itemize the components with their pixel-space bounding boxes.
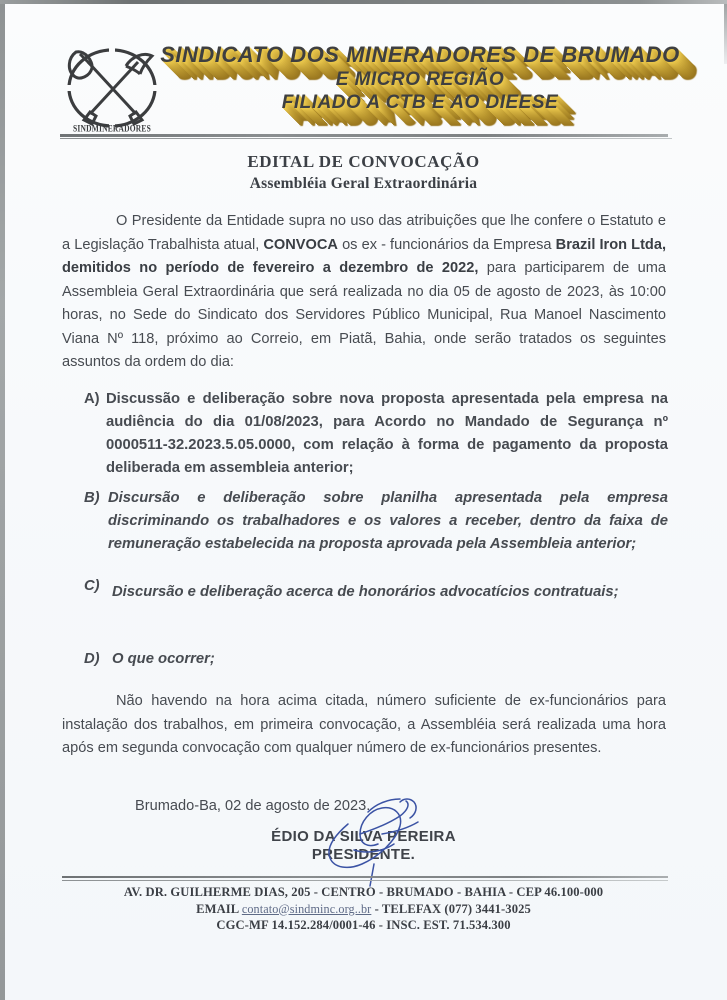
agenda-marker: A)	[84, 391, 100, 407]
agenda-item-a	[84, 388, 668, 480]
agenda-marker: C)	[84, 578, 100, 594]
header-divider	[60, 134, 668, 140]
agenda-item-d	[84, 648, 668, 671]
wordart-line-1: SINDICATO DOS MINERADORES DE BRUMADO	[160, 42, 680, 67]
plain-text: os ex - funcionários da Empresa	[337, 236, 556, 253]
footer-email-link[interactable]: contato@sindminc.org..br	[241, 901, 372, 916]
wordart-line-2: E MICRO REGIÃO	[335, 69, 505, 90]
closing-paragraph-text: Não havendo na hora acima citada, número suficiente de ex-funcionários para instalação dos trabalhos, em primeira convocação, a Assembléia será realizada uma hora após em segunda convocação com qualquer número de ex-funcionários presentes.	[62, 693, 666, 756]
signatory-name: ÉDIO DA SILVA PEREIRA	[271, 828, 456, 845]
agenda-marker: D)	[84, 651, 100, 667]
document-title-block	[0, 152, 727, 193]
agenda-text: O que ocorrer;	[112, 651, 215, 667]
emphasized-text: CONVOCA	[263, 236, 338, 253]
plain-text: para participarem de uma Assembleia Geral Extraordinária que será realizada no dia 05 de agosto de 2023, às 10:00 horas, no Sede do Sindicato dos Servidores Público Municipal, Rua Manoel Nascimento Viana Nº 118, próximo ao Correio, em Piatã, Bahia, onde serão tratados os seguintes assuntos da ordem do dia:	[62, 260, 667, 370]
agenda-text: Discussão e deliberação sobre nova proposta apresentada pela empresa na audiência do dia 01/08/2023, para Acordo no Mandado de Segurança nº 0000511-32.2023.5.05.0000, com relação à forma de pagamento da proposta deliberada em assembleia anterior;	[106, 391, 668, 476]
footer-telefax: - TELEFAX (077) 3441-3025	[371, 901, 531, 916]
intro-paragraph-text	[62, 213, 666, 370]
footer	[0, 884, 727, 934]
signatory-role: PRESIDENTE.	[311, 846, 416, 863]
organization-name-wordart	[150, 44, 690, 112]
footer-contact	[0, 901, 727, 918]
page-subtitle: Assembléia Geral Extraordinária	[249, 175, 478, 192]
wordart-line-3: FILIADO A CTB E AO DIEESE	[281, 92, 559, 113]
page-title: EDITAL DE CONVOCAÇÃO	[247, 152, 480, 171]
signature-date: Brumado-Ba, 02 de agosto de 2023.	[135, 798, 371, 814]
intro-paragraph	[62, 210, 666, 375]
footer-registration: CGC-MF 14.152.284/0001-46 - INSC. EST. 71.534.300	[216, 918, 511, 932]
logo-caption: SINDMINERADORES	[72, 122, 151, 135]
footer-address: AV. DR. GUILHERME DIAS, 205 - CENTRO - BRUMADO - BAHIA - CEP 46.100-000	[123, 885, 604, 899]
plain-text: O Presidente da Entidade supra no uso das atribuições que lhe confere o Estatuto e a Legislação Trabalhista atual,	[62, 213, 666, 253]
closing-paragraph	[62, 690, 666, 761]
emphasized-text: Brazil Iron Ltda, demitidos no período de fevereiro a dezembro de 2022,	[62, 236, 667, 276]
letterhead	[0, 44, 727, 136]
agenda-item-c	[84, 575, 668, 610]
agenda-marker: B)	[84, 490, 100, 506]
scan-edge-top	[0, 0, 727, 4]
footer-divider	[62, 876, 668, 882]
signature-block	[0, 828, 727, 863]
agenda-text: Discursão e deliberação acerca de honorários advocatícios contratuais;	[112, 584, 619, 600]
agenda-text: Discursão e deliberação sobre planilha apresentada pela empresa discriminando os trabalhadores e os valores a receber, dentro da faixa de remuneração estabelecida na proposta aprovada pela Assembleia anterior;	[108, 490, 668, 552]
footer-email-label: EMAIL	[196, 901, 242, 916]
agenda-item-b	[84, 487, 668, 556]
